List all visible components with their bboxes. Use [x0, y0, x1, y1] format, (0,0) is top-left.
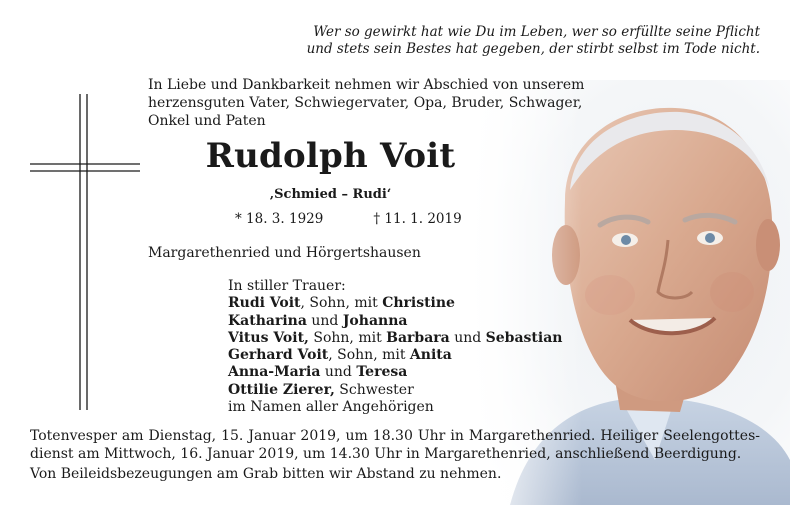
places: Margarethenried und Hörgertshausen	[148, 245, 421, 261]
birth-date: * 18. 3. 1929	[235, 211, 324, 227]
intro-line-3: Onkel und Paten	[148, 113, 266, 129]
service-info	[30, 428, 760, 484]
mourner-line: Ottilie Zierer, Schwester	[228, 381, 414, 398]
verse-quote	[200, 24, 760, 58]
mourner-line: Katharina und Johanna	[228, 312, 408, 329]
verse-line-1: Wer so gewirkt hat wie Du im Leben, wer so erfüllte seine Pflicht	[313, 24, 760, 40]
service-times: Totenvesper am Dienstag, 15. Januar 2019, um 18.30 Uhr in Margarethenried. Heiliger Seelengottes-dienst am Mittwoch, 16. Januar 2019, um 14.30 Uhr in Margarethenried, anschließend Beerdigung.	[30, 428, 760, 462]
life-dates	[235, 211, 462, 227]
intro-line-2: herzensguten Vater, Schwiegervater, Opa, Bruder, Schwager,	[148, 95, 583, 111]
death-date: † 11. 1. 2019	[373, 211, 462, 227]
cross-icon	[30, 94, 140, 410]
condolences-note: Von Beileidsbezeugungen am Grab bitten wir Abstand zu nehmen.	[30, 466, 502, 482]
mourners-heading: In stiller Trauer:	[228, 278, 346, 294]
intro-line-1: In Liebe und Dankbarkeit nehmen wir Abschied von unserem	[148, 77, 585, 93]
verse-line-2: und stets sein Bestes hat gegeben, der stirbt selbst im Tode nicht.	[306, 41, 760, 57]
mourner-line: Anna-Maria und Teresa	[228, 364, 408, 381]
mourner-line: Vitus Voit, Sohn, mit Barbara und Sebastian	[228, 329, 563, 346]
mourner-line: Gerhard Voit, Sohn, mit Anita	[228, 347, 452, 364]
mourner-line: im Namen aller Angehörigen	[228, 399, 434, 416]
mourners-list	[228, 278, 562, 416]
deceased-name: Rudolph Voit	[205, 136, 456, 176]
mourner-line: Rudi Voit, Sohn, mit Christine	[228, 295, 455, 312]
deceased-nickname: ‚Schmied – Rudi‘	[269, 187, 392, 202]
intro-text	[148, 76, 584, 130]
